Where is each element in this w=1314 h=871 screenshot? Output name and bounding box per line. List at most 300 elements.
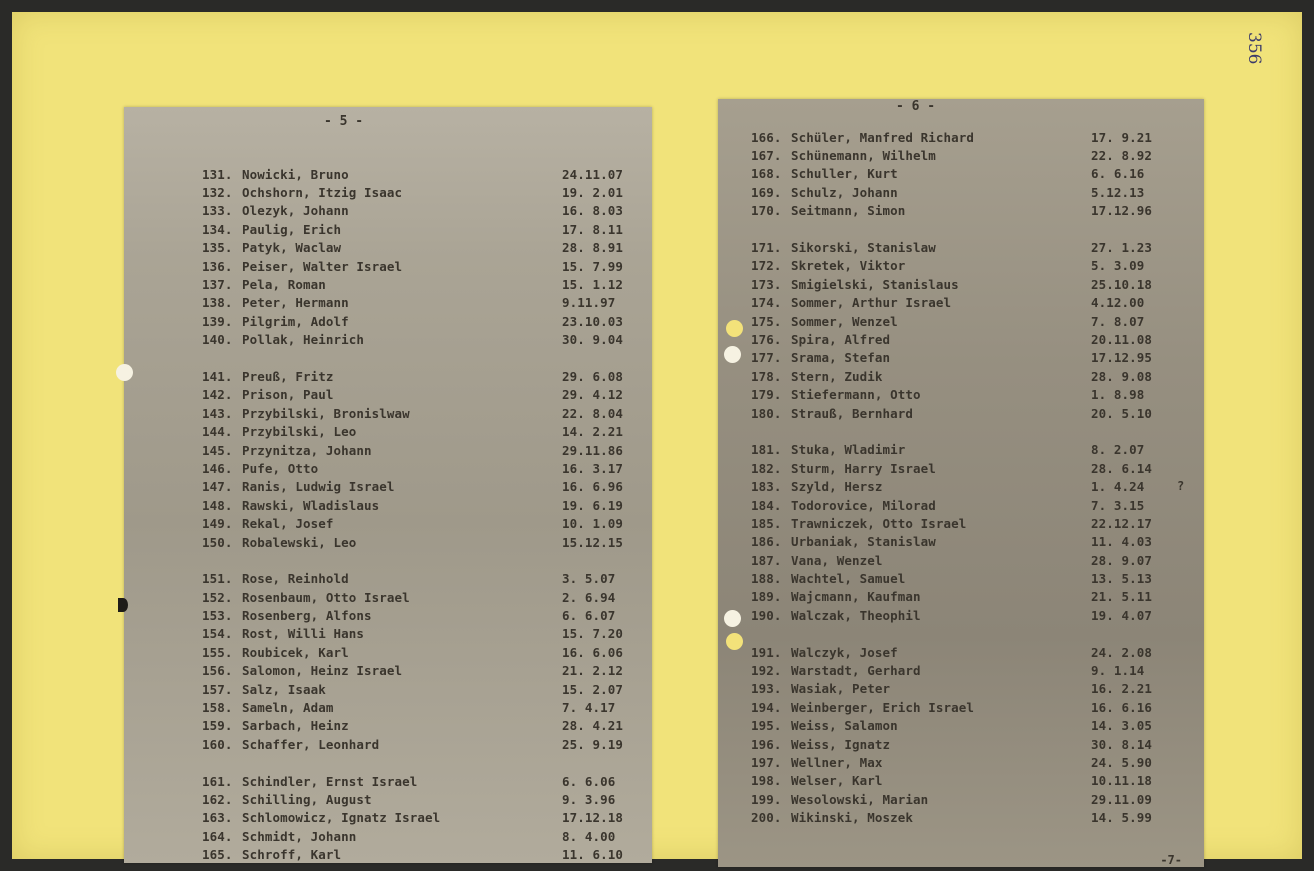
entry-number: 167. [751, 148, 782, 164]
entry-number: 186. [751, 534, 782, 550]
entry-name: Olezyk, Johann [242, 203, 349, 219]
punch-hole [726, 320, 743, 337]
birthdate-text: 30. 8.14 [1091, 736, 1153, 752]
list-item [202, 257, 642, 275]
entry-birthdate [1091, 166, 1171, 181]
birthdate-text: 28. 8.91 [562, 240, 624, 256]
entry-name: Walczak, Theophil [791, 607, 921, 623]
entry-birthdate [1091, 792, 1171, 807]
entry-birthdate [1091, 148, 1171, 163]
entry-number: 162. [202, 791, 233, 807]
list-item [202, 588, 642, 606]
entry-name: Peiser, Walter Israel [242, 258, 403, 274]
page-number: - 5 - [324, 114, 364, 129]
entry-birthdate [562, 369, 642, 384]
birthdate-text: 17. 8.11 [562, 221, 624, 237]
entry-number: 160. [202, 736, 233, 752]
list-item [202, 643, 642, 661]
list-item [202, 606, 642, 624]
list-item [202, 331, 642, 349]
entry-number: 185. [751, 515, 782, 531]
list-item [751, 643, 1171, 661]
list-item [202, 183, 642, 201]
entry-name: Schüler, Manfred Richard [791, 129, 975, 145]
entry-number: 159. [202, 718, 233, 734]
punch-hole [724, 346, 741, 363]
entry-birthdate [1091, 737, 1171, 752]
entry-birthdate [1091, 479, 1185, 495]
birthdate-text: 7. 4.17 [562, 700, 616, 716]
birthdate-text: 24. 2.08 [1091, 644, 1153, 660]
entry-birthdate [1091, 314, 1171, 329]
list-item [751, 717, 1171, 735]
entry-name: Szyld, Hersz [791, 479, 883, 495]
birthdate-text: 15. 7.20 [562, 626, 624, 642]
entry-name: Schulz, Johann [791, 184, 898, 200]
entry-birthdate [1091, 277, 1171, 292]
entry-number: 182. [751, 460, 782, 476]
list-item [202, 220, 642, 238]
entry-number: 147. [202, 479, 233, 495]
entry-birthdate [1091, 295, 1171, 310]
birthdate-text: 9. 3.96 [562, 791, 616, 807]
entry-birthdate [1091, 645, 1171, 660]
right-page [718, 99, 1204, 867]
entry-name: Stern, Zudik [791, 368, 883, 384]
archive-folio-number: 356 [1244, 32, 1264, 65]
entry-name: Srama, Stefan [791, 350, 891, 366]
entry-number: 191. [751, 644, 782, 660]
entry-birthdate [562, 424, 642, 439]
birthdate-text: 19. 6.19 [562, 497, 624, 513]
list-item [751, 772, 1171, 790]
entry-name: Schuller, Kurt [791, 166, 898, 182]
entry-birthdate [1091, 516, 1171, 531]
entry-name: Salomon, Heinz Israel [242, 663, 403, 679]
entry-number: 138. [202, 295, 233, 311]
entry-birthdate [1091, 387, 1171, 402]
list-item [202, 441, 642, 459]
entry-name: Stiefermann, Otto [791, 387, 921, 403]
entry-name: Rosenberg, Alfons [242, 608, 372, 624]
list-item [202, 367, 642, 385]
birthdate-text: 2. 6.94 [562, 589, 616, 605]
entry-number: 179. [751, 387, 782, 403]
entry-name: Sommer, Arthur Israel [791, 295, 952, 311]
entry-name: Wajcmann, Kaufman [791, 589, 921, 605]
list-item [202, 239, 642, 257]
entry-birthdate [1091, 571, 1171, 586]
entry-number: 158. [202, 700, 233, 716]
entry-birthdate [562, 774, 642, 789]
birthdate-text: 21. 2.12 [562, 663, 624, 679]
list-item [751, 753, 1171, 771]
birthdate-text: 29.11.86 [562, 442, 624, 458]
list-item [202, 459, 642, 477]
entry-name: Sikorski, Stanislaw [791, 240, 936, 256]
entry-number: 134. [202, 221, 233, 237]
punch-hole [724, 610, 741, 627]
entry-number: 164. [202, 828, 233, 844]
list-item [751, 385, 1171, 403]
list-item [202, 698, 642, 716]
birthdate-text: 14. 2.21 [562, 424, 624, 440]
list-item [202, 294, 642, 312]
entry-name: Vana, Wenzel [791, 552, 883, 568]
list-item [751, 202, 1171, 220]
birthdate-text: 25.10.18 [1091, 276, 1153, 292]
list-item [202, 514, 642, 532]
entry-birthdate [1091, 534, 1171, 549]
entry-number: 153. [202, 608, 233, 624]
birthdate-text: 5.12.13 [1091, 184, 1145, 200]
entry-number: 171. [751, 240, 782, 256]
entry-number: 172. [751, 258, 782, 274]
entry-birthdate [562, 240, 642, 255]
entry-name: Ochshorn, Itzig Isaac [242, 185, 403, 201]
entry-birthdate [562, 700, 642, 715]
entry-birthdate [562, 461, 642, 476]
entry-name: Wachtel, Samuel [791, 571, 906, 587]
entry-birthdate [1091, 773, 1171, 788]
list-item [751, 551, 1171, 569]
list-item [202, 312, 642, 330]
entry-birthdate [562, 663, 642, 678]
entry-birthdate [562, 167, 642, 182]
entry-number: 165. [202, 847, 233, 863]
entry-number: 190. [751, 607, 782, 623]
entry-name: Sommer, Wenzel [791, 313, 898, 329]
entry-name: Warstadt, Gerhard [791, 663, 921, 679]
entry-name: Rose, Reinhold [242, 571, 349, 587]
entry-number: 173. [751, 276, 782, 292]
list-item [751, 165, 1171, 183]
birthdate-text: 27. 1.23 [1091, 240, 1153, 256]
birthdate-text: 20.11.08 [1091, 331, 1153, 347]
list-item [202, 570, 642, 588]
entry-name: Rekal, Josef [242, 516, 334, 532]
entry-name: Patyk, Waclaw [242, 240, 342, 256]
list-item [202, 422, 642, 440]
birthdate-text: 17. 9.21 [1091, 129, 1153, 145]
entry-name: Pilgrim, Adolf [242, 313, 349, 329]
entry-name: Sarbach, Heinz [242, 718, 349, 734]
entry-number: 136. [202, 258, 233, 274]
entry-number: 152. [202, 589, 233, 605]
birthdate-text: 6. 6.07 [562, 608, 616, 624]
entry-birthdate [562, 810, 642, 825]
list-item [202, 680, 642, 698]
entry-name: Walczyk, Josef [791, 644, 898, 660]
birthdate-text: 8. 2.07 [1091, 442, 1145, 458]
entry-name: Schlomowicz, Ignatz Israel [242, 810, 441, 826]
birthdate-text: 15.12.15 [562, 534, 624, 550]
entry-birthdate [562, 222, 642, 237]
entry-birthdate [1091, 810, 1171, 825]
list-item [751, 294, 1171, 312]
entry-birthdate [562, 682, 642, 697]
birthdate-text: 8. 4.00 [562, 828, 616, 844]
entry-birthdate [1091, 681, 1171, 696]
list-item [202, 809, 642, 827]
birthdate-text: 4.12.00 [1091, 295, 1145, 311]
entry-birthdate [562, 608, 642, 623]
entry-number: 181. [751, 442, 782, 458]
birthdate-text: 17.12.95 [1091, 350, 1153, 366]
birthdate-text: 16. 3.17 [562, 460, 624, 476]
entry-number: 189. [751, 589, 782, 605]
birthdate-text: 1. 4.24 [1091, 479, 1145, 495]
list-item [202, 772, 642, 790]
entry-birthdate [562, 571, 642, 586]
entry-name: Wellner, Max [791, 754, 883, 770]
birthdate-text: 20. 5.10 [1091, 405, 1153, 421]
entry-birthdate [562, 295, 642, 310]
list-item [751, 128, 1171, 146]
entry-birthdate [562, 314, 642, 329]
entry-birthdate [1091, 185, 1171, 200]
entry-birthdate [562, 277, 642, 292]
entry-number: 175. [751, 313, 782, 329]
list-item [751, 275, 1171, 293]
entry-birthdate [1091, 406, 1171, 421]
birthdate-text: 13. 5.13 [1091, 571, 1153, 587]
entry-name: Peter, Hermann [242, 295, 349, 311]
entry-name: Welser, Karl [791, 773, 883, 789]
entry-number: 161. [202, 773, 233, 789]
entry-name: Schroff, Karl [242, 847, 342, 863]
entry-birthdate [1091, 203, 1171, 218]
entry-birthdate [1091, 442, 1171, 457]
entry-birthdate [562, 443, 642, 458]
entry-birthdate [562, 259, 642, 274]
list-item [751, 441, 1171, 459]
birthdate-text: 15. 1.12 [562, 277, 624, 293]
entry-name: Pufe, Otto [242, 460, 319, 476]
birthdate-text: 10. 1.09 [562, 516, 624, 532]
entry-name: Nowicki, Bruno [242, 166, 349, 182]
birthdate-text: 16. 6.16 [1091, 699, 1153, 715]
birthdate-text: 22. 8.92 [1091, 148, 1153, 164]
entry-name: Weiss, Ignatz [791, 736, 891, 752]
entry-birthdate [562, 590, 642, 605]
entry-name: Pollak, Heinrich [242, 332, 365, 348]
list-item [202, 386, 642, 404]
entry-number: 188. [751, 571, 782, 587]
entry-name: Schmidt, Johann [242, 828, 357, 844]
entry-birthdate [1091, 498, 1171, 513]
birthdate-text: 23.10.03 [562, 313, 624, 329]
list-item [751, 735, 1171, 753]
left-page [124, 107, 652, 863]
entry-name: Schünemann, Wilhelm [791, 148, 936, 164]
entry-birthdate [562, 387, 642, 402]
entry-number: 149. [202, 516, 233, 532]
entry-birthdate [562, 479, 642, 494]
entry-name: Rost, Willi Hans [242, 626, 365, 642]
entry-number: 170. [751, 203, 782, 219]
birthdate-text: 17.12.96 [1091, 203, 1153, 219]
list-item [751, 330, 1171, 348]
entry-birthdate [562, 185, 642, 200]
birthdate-text: 5. 3.09 [1091, 258, 1145, 274]
entry-number: 142. [202, 387, 233, 403]
entry-birthdate [1091, 332, 1171, 347]
birthdate-text: 9.11.97 [562, 295, 616, 311]
birthdate-text: 3. 5.07 [562, 571, 616, 587]
entry-name: Ranis, Ludwig Israel [242, 479, 395, 495]
birthdate-text: 11. 4.03 [1091, 534, 1153, 550]
birthdate-text: 22. 8.04 [562, 405, 624, 421]
birthdate-text: 21. 5.11 [1091, 589, 1153, 605]
entry-birthdate [562, 498, 642, 513]
list-item [751, 238, 1171, 256]
entry-birthdate [562, 645, 642, 660]
entry-number: 156. [202, 663, 233, 679]
entry-name: Prison, Paul [242, 387, 334, 403]
list-item [751, 680, 1171, 698]
yellow-backing-board [12, 12, 1302, 867]
entry-name: Smigielski, Stanislaus [791, 276, 959, 292]
entry-birthdate [562, 626, 642, 641]
entry-birthdate [1091, 589, 1171, 604]
list-item [751, 146, 1171, 164]
entry-birthdate [1091, 608, 1171, 623]
entry-birthdate [562, 829, 642, 844]
entry-number: 143. [202, 405, 233, 421]
list-item [751, 606, 1171, 624]
entry-birthdate [562, 406, 642, 421]
list-item [202, 404, 642, 422]
list-item [751, 496, 1171, 514]
entry-number: 166. [751, 129, 782, 145]
list-item [751, 257, 1171, 275]
entry-number: 146. [202, 460, 233, 476]
birthdate-text: 22.12.17 [1091, 515, 1153, 531]
birthdate-text: 7. 8.07 [1091, 313, 1145, 329]
entry-birthdate [562, 847, 642, 862]
entry-birthdate [1091, 663, 1171, 678]
list-item [751, 569, 1171, 587]
entry-number: 137. [202, 277, 233, 293]
entry-number: 176. [751, 331, 782, 347]
birthdate-text: 29.11.09 [1091, 791, 1153, 807]
entry-number: 168. [751, 166, 782, 182]
birthdate-text: 29. 4.12 [562, 387, 624, 403]
list-item [751, 533, 1171, 551]
birthdate-text: 17.12.18 [562, 810, 624, 826]
entry-name: Schilling, August [242, 791, 372, 807]
entry-birthdate [562, 792, 642, 807]
entry-name: Roubicek, Karl [242, 644, 349, 660]
birthdate-text: 6. 6.16 [1091, 166, 1145, 182]
entry-number: 144. [202, 424, 233, 440]
entry-number: 196. [751, 736, 782, 752]
entry-name: Trawniczek, Otto Israel [791, 515, 967, 531]
entry-name: Wikinski, Moszek [791, 810, 914, 826]
entry-number: 169. [751, 184, 782, 200]
birthdate-text: 28. 4.21 [562, 718, 624, 734]
handwritten-annotation: ? [1177, 479, 1185, 494]
list-item [751, 790, 1171, 808]
entry-name: Wasiak, Peter [791, 681, 891, 697]
entry-birthdate [562, 718, 642, 733]
list-item [751, 183, 1171, 201]
birthdate-text: 11. 6.10 [562, 847, 624, 863]
list-item [751, 349, 1171, 367]
entry-birthdate [562, 332, 642, 347]
birthdate-text: 16. 8.03 [562, 203, 624, 219]
entry-name: Rawski, Wladislaus [242, 497, 380, 513]
list-item [751, 312, 1171, 330]
list-item [751, 698, 1171, 716]
entry-number: 157. [202, 681, 233, 697]
entry-name: Schindler, Ernst Israel [242, 773, 418, 789]
list-item [202, 735, 642, 753]
birthdate-text: 16. 6.06 [562, 644, 624, 660]
entry-number: 178. [751, 368, 782, 384]
entry-number: 187. [751, 552, 782, 568]
page-number: - 6 - [896, 99, 936, 114]
next-page-marker: -7- [1160, 853, 1182, 867]
list-item [751, 404, 1171, 422]
birthdate-text: 19. 2.01 [562, 185, 624, 201]
entry-number: 133. [202, 203, 233, 219]
birthdate-text: 15. 2.07 [562, 681, 624, 697]
entry-birthdate [1091, 350, 1171, 365]
punch-hole [726, 633, 743, 650]
entry-name: Sturm, Harry Israel [791, 460, 936, 476]
entry-name: Preuß, Fritz [242, 368, 334, 384]
birthdate-text: 29. 6.08 [562, 368, 624, 384]
birthdate-text: 28. 9.08 [1091, 368, 1153, 384]
entry-number: 199. [751, 791, 782, 807]
birthdate-text: 15. 7.99 [562, 258, 624, 274]
entry-birthdate [1091, 461, 1171, 476]
entry-number: 163. [202, 810, 233, 826]
entry-number: 184. [751, 497, 782, 513]
list-item [202, 165, 642, 183]
entry-number: 135. [202, 240, 233, 256]
entry-birthdate [1091, 718, 1171, 733]
list-item [202, 827, 642, 845]
entry-birthdate [1091, 258, 1171, 273]
entry-birthdate [562, 203, 642, 218]
entry-number: 200. [751, 810, 782, 826]
entry-number: 132. [202, 185, 233, 201]
entry-number: 131. [202, 166, 233, 182]
entry-number: 180. [751, 405, 782, 421]
list-item [202, 496, 642, 514]
birthdate-text: 19. 4.07 [1091, 607, 1153, 623]
entry-name: Przynitza, Johann [242, 442, 372, 458]
birthdate-text: 24. 5.90 [1091, 754, 1153, 770]
entry-name: Stuka, Wladimir [791, 442, 906, 458]
list-item [202, 625, 642, 643]
entry-number: 195. [751, 718, 782, 734]
entry-name: Sameln, Adam [242, 700, 334, 716]
birthdate-text: 10.11.18 [1091, 773, 1153, 789]
list-item [202, 478, 642, 496]
list-item [751, 477, 1185, 495]
list-item [202, 533, 642, 551]
entry-number: 155. [202, 644, 233, 660]
entry-name: Rosenbaum, Otto Israel [242, 589, 410, 605]
entry-birthdate [1091, 755, 1171, 770]
entry-number: 145. [202, 442, 233, 458]
birthdate-text: 24.11.07 [562, 166, 624, 182]
entry-number: 174. [751, 295, 782, 311]
